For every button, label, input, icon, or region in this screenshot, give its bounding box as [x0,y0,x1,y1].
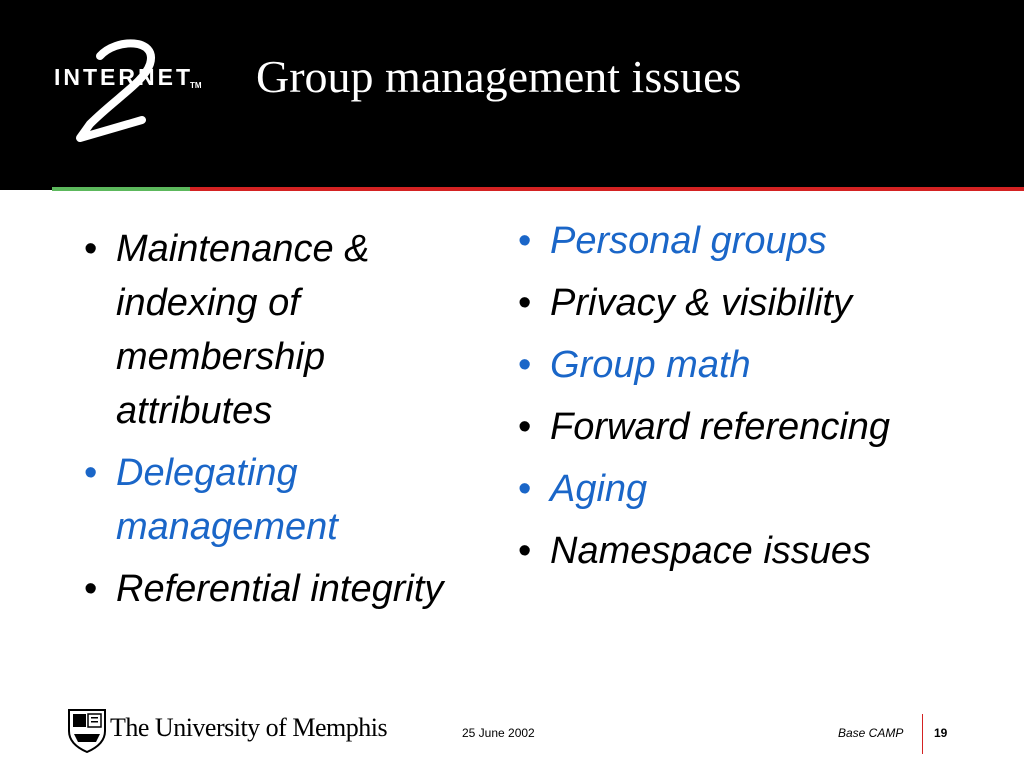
bullet-item [84,562,444,616]
bullet-glyph: • [518,468,532,510]
bullet-item [84,446,444,554]
bullet-text: Referential integrity [116,568,444,610]
bullet-item [518,277,938,329]
bullet-item [518,215,938,267]
title-rule-green [52,187,190,191]
bullet-item [518,463,938,515]
footer-divider [922,714,923,754]
bullet-glyph: • [518,282,532,324]
bullet-text: Group math [550,344,751,386]
trademark-mark: TM [190,81,202,90]
bullet-item [518,339,938,391]
title-banner [0,0,1024,190]
right-bullet-list [518,215,938,587]
bullet-text: Aging [550,468,648,510]
bullet-glyph: • [518,344,532,386]
left-bullet-list [84,222,444,624]
internet-logo-text: INTERNET [54,64,193,90]
bullet-glyph: • [518,220,532,262]
bullet-item [518,525,938,577]
bullet-text: Delegating management [116,452,338,548]
bullet-glyph: • [518,530,532,572]
bullet-glyph: • [518,406,532,448]
bullet-glyph: • [84,568,98,610]
bullet-item [518,401,938,453]
bullet-text: Personal groups [550,220,827,262]
internet2-logo [50,38,210,150]
title-rule-red [190,187,1024,191]
slide-number: 19 [934,726,948,740]
university-wordmark: The University of Memphis [110,713,388,742]
university-crest-icon [66,707,108,753]
bullet-glyph: • [84,452,98,494]
footer-conference-name: Base CAMP [838,726,904,740]
bullet-text: Maintenance & indexing of membership attributes [116,228,370,432]
bullet-glyph: • [84,228,98,270]
university-logo [66,707,396,757]
footer-date: 25 June 2002 [462,726,535,740]
bullet-text: Forward referencing [550,406,891,448]
bullet-item [84,222,444,438]
slide-title: Group management issues [256,51,742,102]
bullet-text: Namespace issues [550,530,872,572]
bullet-text: Privacy & visibility [550,282,852,324]
